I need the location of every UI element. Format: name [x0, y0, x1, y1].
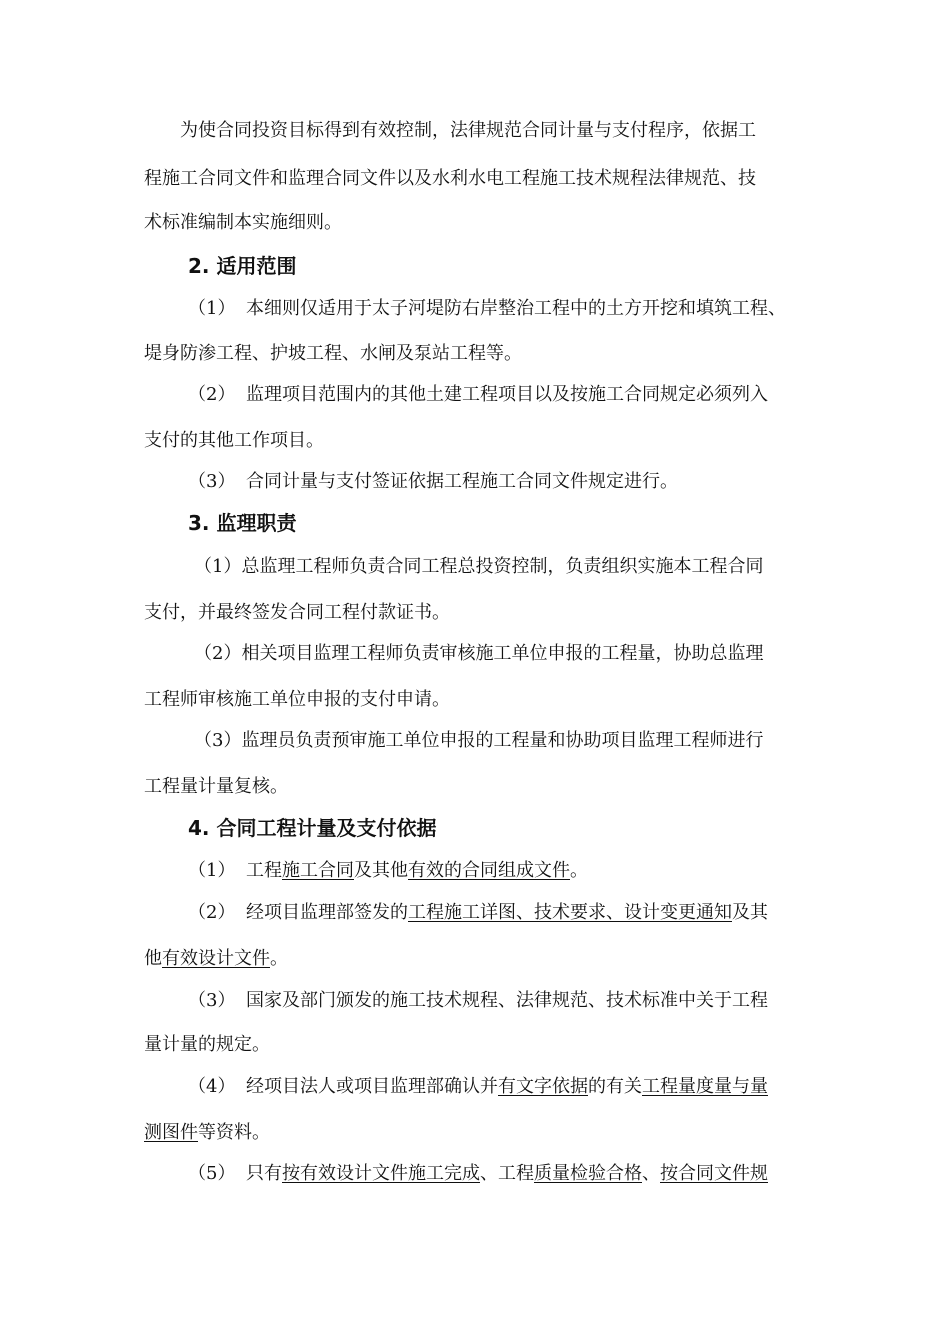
section-3-heading: 3. 监理职责	[188, 511, 297, 535]
s4-item-4-text: 等资料。	[198, 1122, 270, 1143]
s4-item-1-text: 。	[570, 860, 588, 881]
s4-item-2-line-1	[188, 901, 768, 925]
s4-item-2-line-2	[144, 947, 288, 971]
s2-item-3-line-1	[188, 470, 678, 494]
s4-item-5-text: 、	[642, 1163, 660, 1184]
s2-item-2-number: （2）	[188, 384, 236, 405]
s4-item-5-underlined-term: 按合同文件规	[660, 1163, 768, 1184]
section-2-heading: 2. 适用范围	[188, 254, 297, 278]
s4-item-4-text: 经项目法人或项目监理部确认并	[246, 1076, 498, 1097]
s4-item-5-number: （5）	[188, 1163, 236, 1184]
s4-item-4-underlined-term: 测图件	[144, 1122, 198, 1143]
section-4-heading: 4. 合同工程计量及支付依据	[188, 816, 437, 840]
s4-item-4-underlined-term: 工程量度量与量	[642, 1076, 768, 1097]
s4-item-1-underlined-term: 施工合同	[282, 860, 354, 881]
s3-item-1-line-2: 支付，并最终签发合同工程付款证书。	[144, 602, 450, 623]
s2-item-2-line-2: 支付的其他工作项目。	[144, 430, 324, 451]
s4-item-3-line-2: 量计量的规定。	[144, 1034, 270, 1055]
s4-item-5-text: 只有	[246, 1163, 282, 1184]
s2-item-2-line-1	[188, 383, 768, 407]
s4-item-1-line-1	[188, 859, 588, 883]
s4-item-2-underlined-term: 工程施工详图、技术要求、设计变更通知	[408, 902, 732, 923]
intro-line-3: 术标准编制本实施细则。	[144, 212, 342, 233]
s2-item-1-line-1	[188, 297, 786, 321]
s4-item-4-underlined-term: 有文字依据	[498, 1076, 588, 1097]
s4-item-5-underlined-term: 按有效设计文件施工完成	[282, 1163, 480, 1184]
s4-item-4-text: 的有关	[588, 1076, 642, 1097]
s4-item-1-text: 及其他	[354, 860, 408, 881]
s4-item-2-text: 经项目监理部签发的	[246, 902, 408, 923]
s4-item-2-number: （2）	[188, 902, 236, 923]
s3-item-2-line-1: （2）相关项目监理工程师负责审核施工单位申报的工程量，协助总监理	[194, 643, 764, 664]
s2-item-3-text: 合同计量与支付签证依据工程施工合同文件规定进行。	[246, 471, 678, 492]
s3-item-1-line-1: （1）总监理工程师负责合同工程总投资控制，负责组织实施本工程合同	[194, 556, 764, 577]
s4-item-5-text: 、工程	[480, 1163, 534, 1184]
s2-item-1-number: （1）	[188, 298, 236, 319]
s2-item-1-line-2: 堤身防渗工程、护坡工程、水闸及泵站工程等。	[144, 343, 522, 364]
s3-item-3-line-1: （3）监理员负责预审施工单位申报的工程量和协助项目监理工程师进行	[194, 730, 764, 751]
s3-item-3-line-2: 工程量计量复核。	[144, 776, 288, 797]
s4-item-2-text: 他	[144, 948, 162, 969]
intro-line-1: 为使合同投资目标得到有效控制，法律规范合同计量与支付程序，依据工	[180, 120, 756, 141]
s4-item-3-line-1	[188, 989, 768, 1013]
s4-item-4-line-1	[188, 1075, 768, 1099]
intro-line-2: 程施工合同文件和监理合同文件以及水利水电工程施工技术规程法律规范、技	[144, 168, 756, 189]
s2-item-2-text: 监理项目范围内的其他土建工程项目以及按施工合同规定必须列入	[246, 384, 768, 405]
s4-item-5-underlined-term: 质量检验合格	[534, 1163, 642, 1184]
s3-item-2-line-2: 工程师审核施工单位申报的支付申请。	[144, 689, 450, 710]
s4-item-1-text: 工程	[246, 860, 282, 881]
s4-item-1-underlined-term: 有效的合同组成文件	[408, 860, 570, 881]
s4-item-2-text: 。	[270, 948, 288, 969]
s2-item-3-number: （3）	[188, 471, 236, 492]
s4-item-4-number: （4）	[188, 1076, 236, 1097]
s2-item-1-text: 本细则仅适用于太子河堤防右岸整治工程中的土方开挖和填筑工程、	[246, 298, 786, 319]
s4-item-3-text: 国家及部门颁发的施工技术规程、法律规范、技术标准中关于工程	[246, 990, 768, 1011]
s4-item-4-line-2	[144, 1121, 270, 1145]
s4-item-1-number: （1）	[188, 860, 236, 881]
s4-item-5-line-1	[188, 1162, 768, 1186]
s4-item-2-underlined-term: 有效设计文件	[162, 948, 270, 969]
s4-item-2-text: 及其	[732, 902, 768, 923]
s4-item-3-number: （3）	[188, 990, 236, 1011]
